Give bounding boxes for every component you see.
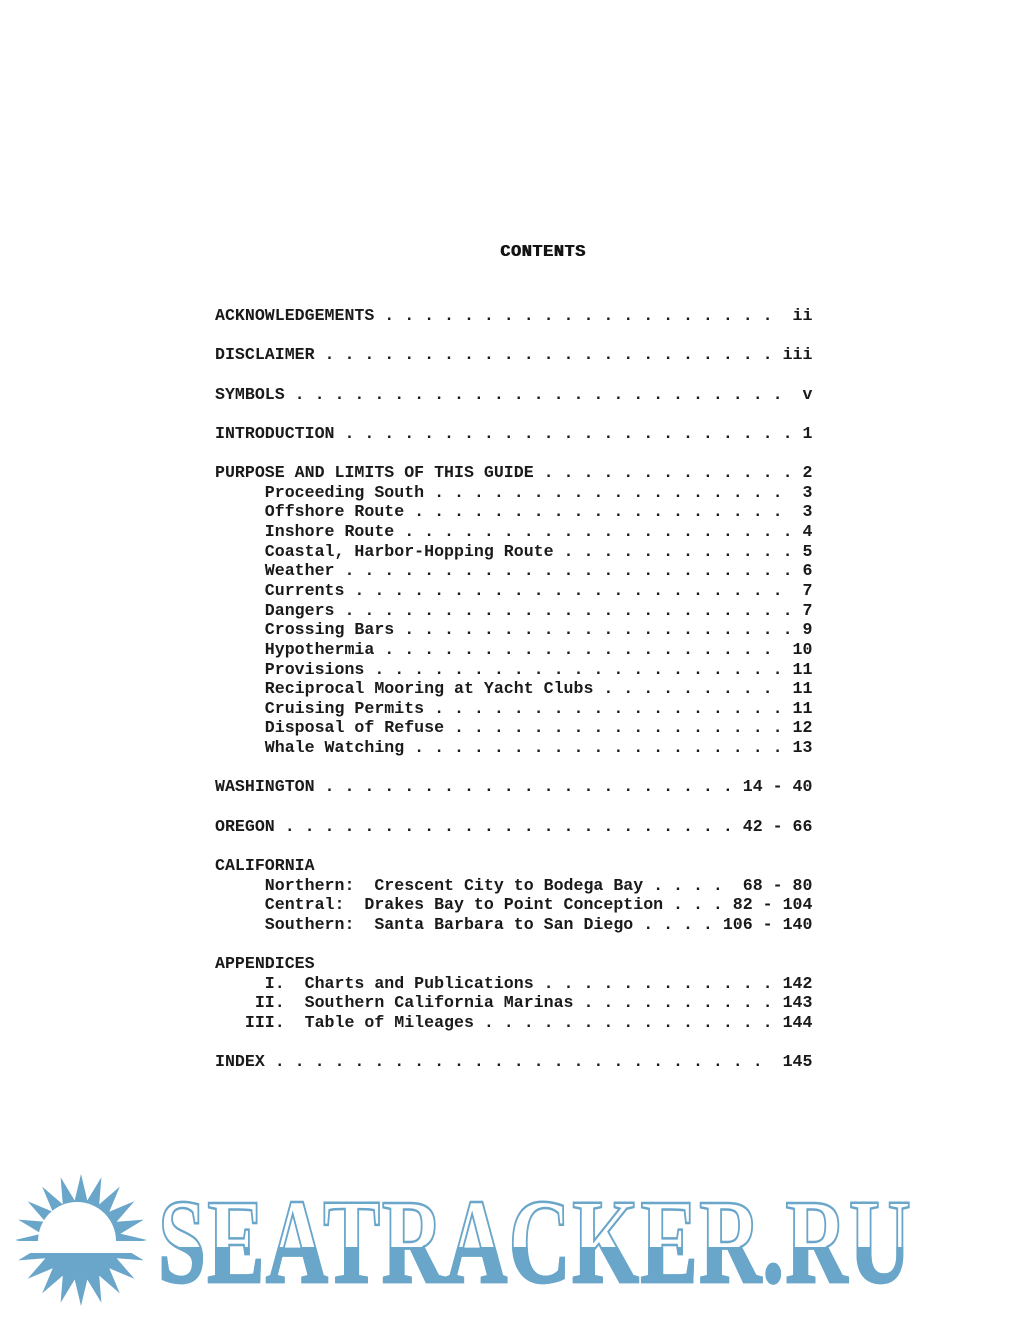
toc-entry: II. Southern California Marinas . . . . . . . . . . 143 [215, 993, 813, 1013]
toc-entry: INTRODUCTION . . . . . . . . . . . . . . . . . . . . . . . 1 [215, 423, 813, 443]
toc-entry: ACKNOWLEDGEMENTS . . . . . . . . . . . . . . . . . . . . ii [215, 306, 813, 325]
toc-blank-line [215, 1033, 812, 1053]
toc-entry: CALIFORNIA [215, 855, 813, 875]
toc-entry: Southern: Santa Barbara to San Diego . . . . 106 - 140 [215, 914, 813, 934]
toc-entry: SYMBOLS . . . . . . . . . . . . . . . . . . . . . . . . . v [215, 384, 813, 404]
toc-entry: Reciprocal Mooring at Yacht Clubs . . . . . . . . . 11 [215, 679, 813, 699]
toc-entry: Offshore Route . . . . . . . . . . . . . . . . . . . 3 [215, 502, 813, 522]
toc-entry: Weather . . . . . . . . . . . . . . . . . . . . . . . 6 [215, 561, 813, 581]
toc-entry: DISCLAIMER . . . . . . . . . . . . . . . . . . . . . . . iii [215, 345, 813, 365]
toc-entry: Currents . . . . . . . . . . . . . . . . . . . . . . 7 [215, 580, 813, 600]
toc-blank-line [215, 443, 812, 463]
toc-entry: APPENDICES [215, 954, 813, 974]
toc-entry: OREGON . . . . . . . . . . . . . . . . . . . . . . . 42 - 66 [215, 816, 813, 836]
toc-entry: Hypothermia . . . . . . . . . . . . . . . . . . . . 10 [215, 639, 813, 659]
toc-entry: Disposal of Refuse . . . . . . . . . . . . . . . . . 12 [215, 718, 813, 738]
toc-entry: Whale Watching . . . . . . . . . . . . . . . . . . . 13 [215, 738, 813, 758]
toc-entry: Dangers . . . . . . . . . . . . . . . . . . . . . . . 7 [215, 600, 813, 620]
toc-entry: Central: Drakes Bay to Point Conception . . . 82 - 104 [215, 895, 813, 915]
toc-entry: Coastal, Harbor-Hopping Route . . . . . . . . . . . . 5 [215, 541, 813, 561]
toc-entry: III. Table of Mileages . . . . . . . . . . . . . . . 144 [215, 1013, 813, 1033]
watermark-text: SEATRACKER.RU [158, 1175, 913, 1309]
toc-entry: I. Charts and Publications . . . . . . . . . . . . 142 [215, 973, 813, 993]
sea-line-shape [6, 1241, 156, 1253]
toc-entry: WASHINGTON . . . . . . . . . . . . . . . . . . . . . 14 - 40 [215, 777, 813, 797]
toc-blank-line [215, 404, 812, 424]
toc-entry: Inshore Route . . . . . . . . . . . . . . . . . . . . 4 [215, 522, 813, 542]
toc-entry: PURPOSE AND LIMITS OF THIS GUIDE . . . . . . . . . . . . . 2 [215, 463, 813, 483]
toc-list [215, 306, 812, 1072]
watermark [0, 1160, 1020, 1320]
toc-entry: Proceeding South . . . . . . . . . . . . . . . . . . 3 [215, 482, 813, 502]
toc-entry: Cruising Permits . . . . . . . . . . . . . . . . . . 11 [215, 698, 813, 718]
toc-entry: INDEX . . . . . . . . . . . . . . . . . . . . . . . . . 145 [215, 1052, 813, 1072]
toc-blank-line [215, 365, 812, 385]
toc-entry: Crossing Bars . . . . . . . . . . . . . . . . . . . . 9 [215, 620, 813, 640]
toc-entry: Provisions . . . . . . . . . . . . . . . . . . . . . 11 [215, 659, 813, 679]
sun-over-sea-icon [6, 1172, 156, 1308]
toc-blank-line [215, 935, 812, 955]
toc-blank-line [215, 836, 812, 856]
toc-blank-line [215, 797, 812, 817]
toc-entry: Northern: Crescent City to Bodega Bay . . . . 68 - 80 [215, 875, 813, 895]
toc-blank-line [215, 758, 812, 778]
toc-blank-line [215, 326, 812, 346]
page-title: CONTENTS [500, 243, 586, 262]
